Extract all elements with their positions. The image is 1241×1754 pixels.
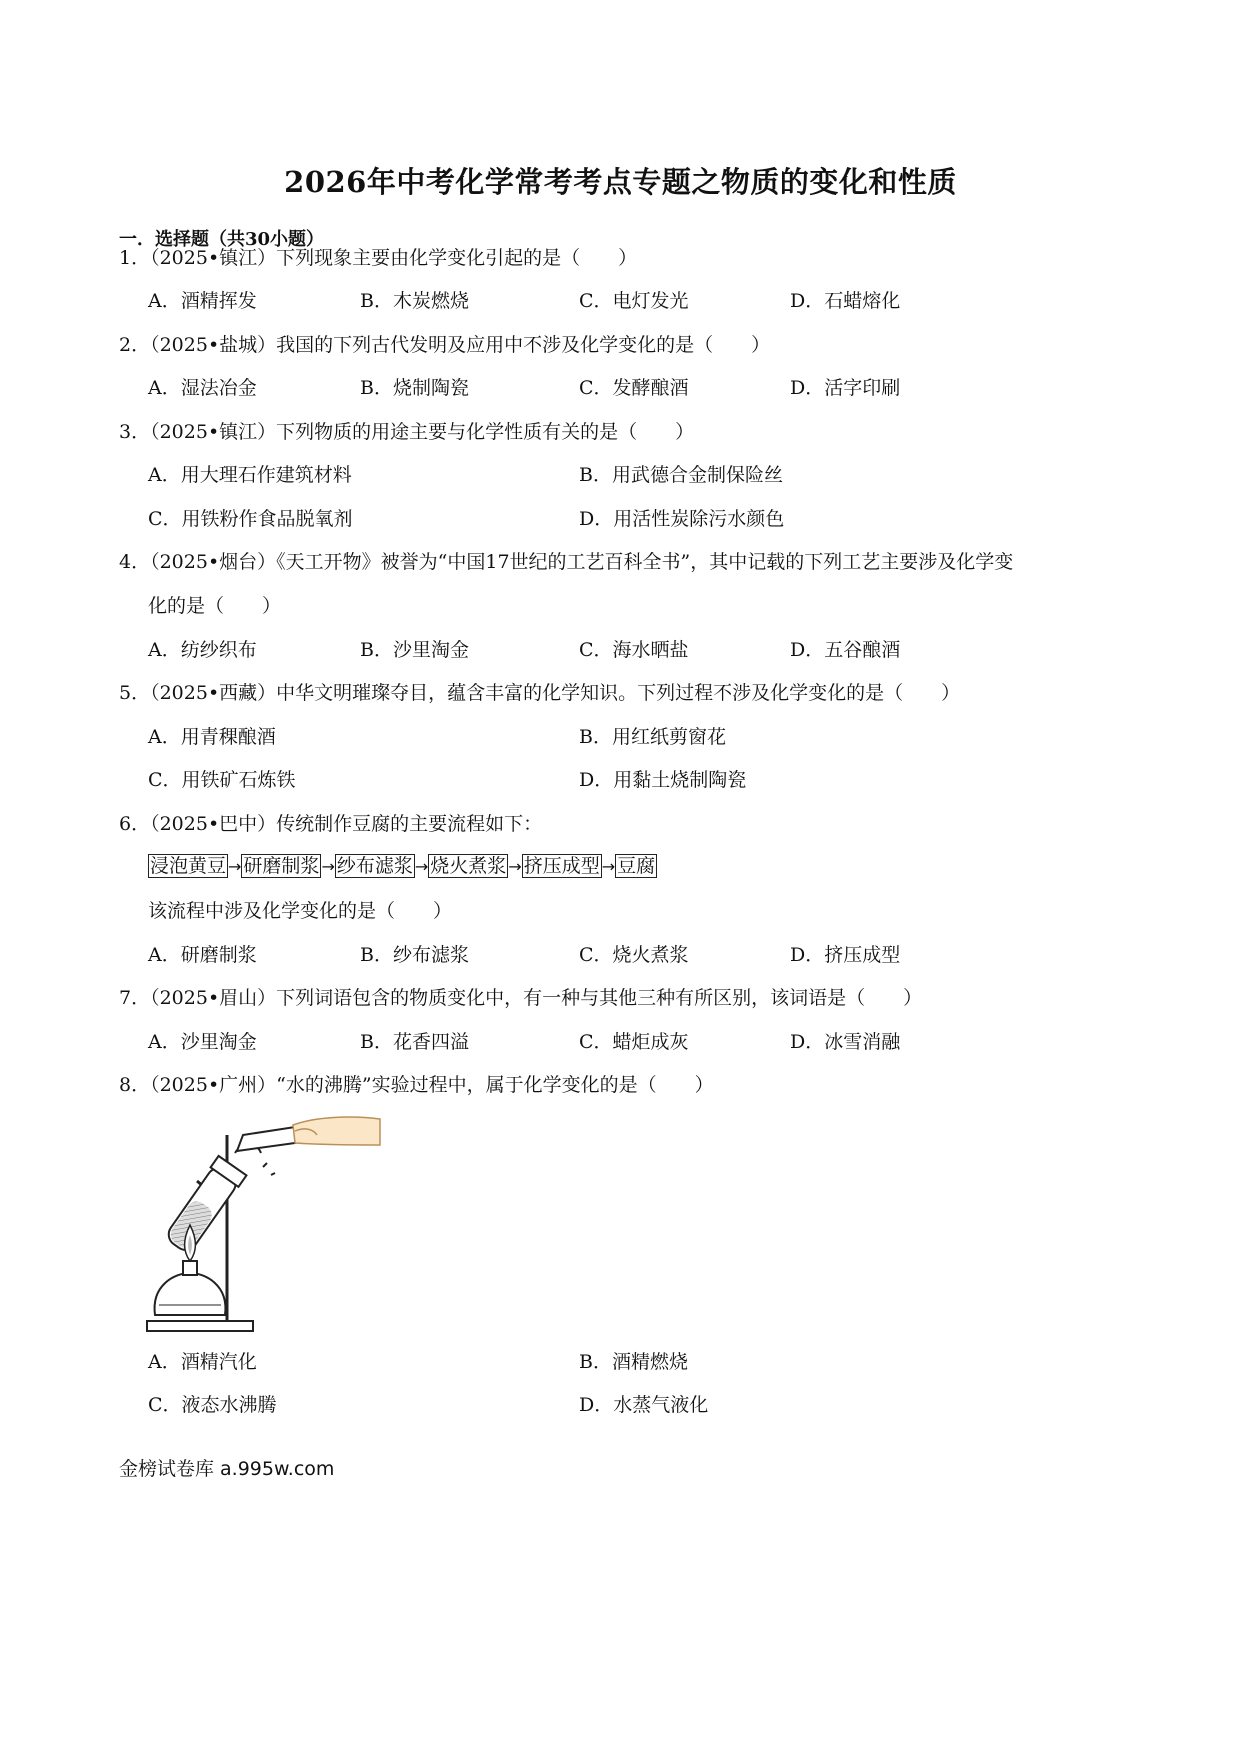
arrow-icon: → — [601, 857, 616, 876]
question-4-stem: 4．（2025•烟台）《天工开物》被誉为“中国17世纪的工艺百科全书”，其中记载的下列工艺主要涉及化学变 — [119, 551, 1014, 573]
q8-option-d: D．水蒸气液化 — [579, 1394, 709, 1416]
tofu-process-flow — [148, 854, 657, 879]
boiling-water-apparatus-illustration — [145, 1105, 385, 1350]
q1-option-c: C．电灯发光 — [579, 290, 689, 312]
question-4-stem-cont: 化的是（ ） — [148, 595, 282, 617]
q8-option-b: B．酒精燃烧 — [579, 1351, 688, 1373]
flow-step: 研磨制浆 — [243, 855, 320, 877]
question-7-stem: 7．（2025•眉山）下列词语包含的物质变化中，有一种与其他三种有所区别，该词语是（ ） — [119, 987, 923, 1009]
q3-option-b: B．用武德合金制保险丝 — [579, 464, 783, 486]
q3-option-c: C．用铁粉作食品脱氧剂 — [148, 508, 353, 530]
arrow-icon: → — [414, 857, 429, 876]
arrow-icon: → — [321, 857, 335, 876]
flow-step: 浸泡黄豆 — [150, 855, 227, 877]
section-heading: 一．选择题（共30小题） — [119, 229, 325, 250]
arrow-icon: → — [228, 857, 242, 876]
question-8-stem: 8．（2025•广州）“水的沸腾”实验过程中，属于化学变化的是（ ） — [119, 1074, 714, 1096]
q8-option-c: C．液态水沸腾 — [148, 1394, 277, 1416]
q7-option-c: C．蜡炬成灰 — [579, 1031, 689, 1053]
footer-watermark: 金榜试卷库 a.995w.com — [119, 1458, 335, 1480]
q3-option-d: D．用活性炭除污水颜色 — [579, 508, 785, 530]
q4-option-b: B．沙里淘金 — [360, 639, 469, 661]
q6-option-c: C．烧火煮浆 — [579, 944, 689, 966]
q5-option-b: B．用红纸剪窗花 — [579, 726, 726, 748]
q6-option-a: A．研磨制浆 — [148, 944, 257, 966]
q8-option-a: A．酒精汽化 — [148, 1351, 257, 1373]
q2-option-d: D．活字印刷 — [790, 377, 901, 399]
q7-option-b: B．花香四溢 — [360, 1031, 469, 1053]
q2-option-a: A．湿法冶金 — [148, 377, 257, 399]
q6-option-d: D．挤压成型 — [790, 944, 901, 966]
q3-option-a: A．用大理石作建筑材料 — [148, 464, 352, 486]
q5-option-c: C．用铁矿石炼铁 — [148, 769, 296, 791]
q1-option-d: D．石蜡熔化 — [790, 290, 901, 312]
q6-option-b: B．纱布滤浆 — [360, 944, 469, 966]
q1-option-b: B．木炭燃烧 — [360, 290, 469, 312]
q7-option-d: D．冰雪消融 — [790, 1031, 901, 1053]
flow-step: 豆腐 — [617, 855, 656, 877]
question-6-stem-cont: 该流程中涉及化学变化的是（ ） — [148, 900, 453, 922]
flow-step: 烧火煮浆 — [430, 855, 507, 877]
question-5-stem: 5．（2025•西藏）中华文明璀璨夺目，蕴含丰富的化学知识。下列过程不涉及化学变化的是（ ） — [119, 682, 961, 704]
question-3-stem: 3．（2025•镇江）下列物质的用途主要与化学性质有关的是（ ） — [119, 421, 695, 443]
q2-option-b: B．烧制陶瓷 — [360, 377, 469, 399]
q4-option-c: C．海水晒盐 — [579, 639, 689, 661]
q5-option-a: A．用青稞酿酒 — [148, 726, 276, 748]
arrow-icon: → — [508, 857, 522, 876]
flow-step: 挤压成型 — [523, 855, 600, 877]
q2-option-c: C．发酵酿酒 — [579, 377, 689, 399]
flow-step: 纱布滤浆 — [336, 855, 413, 877]
q1-option-a: A．酒精挥发 — [148, 290, 257, 312]
question-1-stem: 1．（2025•镇江）下列现象主要由化学变化引起的是（ ） — [119, 247, 638, 269]
page-title: 2026年中考化学常考考点专题之物质的变化和性质 — [284, 165, 957, 199]
q5-option-d: D．用黏土烧制陶瓷 — [579, 769, 747, 791]
q4-option-d: D．五谷酿酒 — [790, 639, 901, 661]
q4-option-a: A．纺纱织布 — [148, 639, 257, 661]
question-6-stem: 6．（2025•巴中）传统制作豆腐的主要流程如下： — [119, 813, 543, 835]
q7-option-a: A．沙里淘金 — [148, 1031, 257, 1053]
question-2-stem: 2．（2025•盐城）我国的下列古代发明及应用中不涉及化学变化的是（ ） — [119, 334, 771, 356]
